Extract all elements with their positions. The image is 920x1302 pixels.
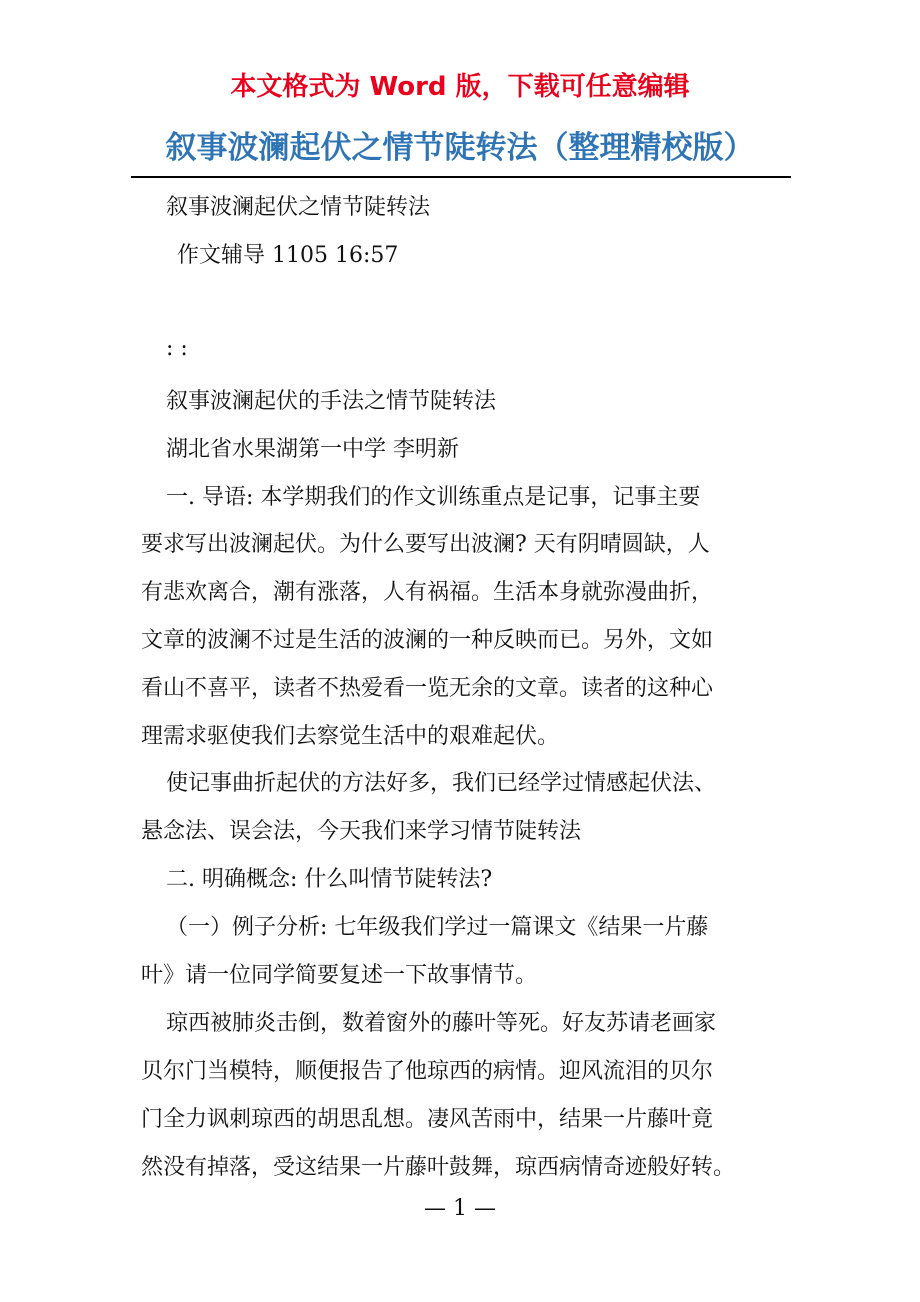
body-line: 然没有掉落，受这结果一片藤叶鼓舞，琼西病情奇迹般好转。 xyxy=(141,1155,736,1180)
page-number: — 1 — xyxy=(424,1196,496,1221)
body-line: 文章的波澜不过是生活的波澜的一种反映而已。另外，文如 xyxy=(141,628,714,653)
body-line: （一）例子分析: 七年级我们学过一篇课文《结果一片藤 xyxy=(166,915,709,940)
body-line: 琼西被肺炎击倒，数着窗外的藤叶等死。好友苏请老画家 xyxy=(166,1011,717,1036)
body-line: 叙事波澜起伏之情节陡转法 xyxy=(166,195,431,220)
body-line: 理需求驱使我们去察觉生活中的艰难起伏。 xyxy=(141,724,560,749)
format-notice: 本文格式为 Word 版，下载可任意编辑 xyxy=(230,72,690,102)
document-title: 叙事波澜起伏之情节陡转法（整理精校版） xyxy=(165,130,755,166)
body-line: 一. 导语: 本学期我们的作文训练重点是记事，记事主要 xyxy=(166,485,701,510)
body-line: 门全力讽刺琼西的胡思乱想。凄风苦雨中，结果一片藤叶竟 xyxy=(141,1107,714,1132)
body-line: 二. 明确概念: 什么叫情节陡转法? xyxy=(166,867,493,892)
body-line: 悬念法、误会法，今天我们来学习情节陡转法 xyxy=(141,819,582,844)
body-line: 要求写出波澜起伏。为什么要写出波澜? 天有阴晴圆缺，人 xyxy=(141,532,710,557)
body-line: 使记事曲折起伏的方法好多，我们已经学过情感起伏法、 xyxy=(166,771,717,796)
header-rule xyxy=(131,176,791,178)
body-line: : : xyxy=(166,336,188,361)
body-line: 有悲欢离合，潮有涨落，人有祸福。生活本身就弥漫曲折， xyxy=(141,580,714,605)
body-line: 贝尔门当模特，顺便报告了他琼西的病情。迎风流泪的贝尔 xyxy=(141,1059,714,1084)
body-line: 作文辅导 1105 16:57 xyxy=(177,243,399,268)
body-line: 叶》请一位同学简要复述一下故事情节。 xyxy=(141,963,538,988)
body-line: 湖北省水果湖第一中学 李明新 xyxy=(166,437,459,462)
body-line: 看山不喜平，读者不热爱看一览无余的文章。读者的这种心 xyxy=(141,676,714,701)
body-line: 叙事波澜起伏的手法之情节陡转法 xyxy=(166,389,497,414)
